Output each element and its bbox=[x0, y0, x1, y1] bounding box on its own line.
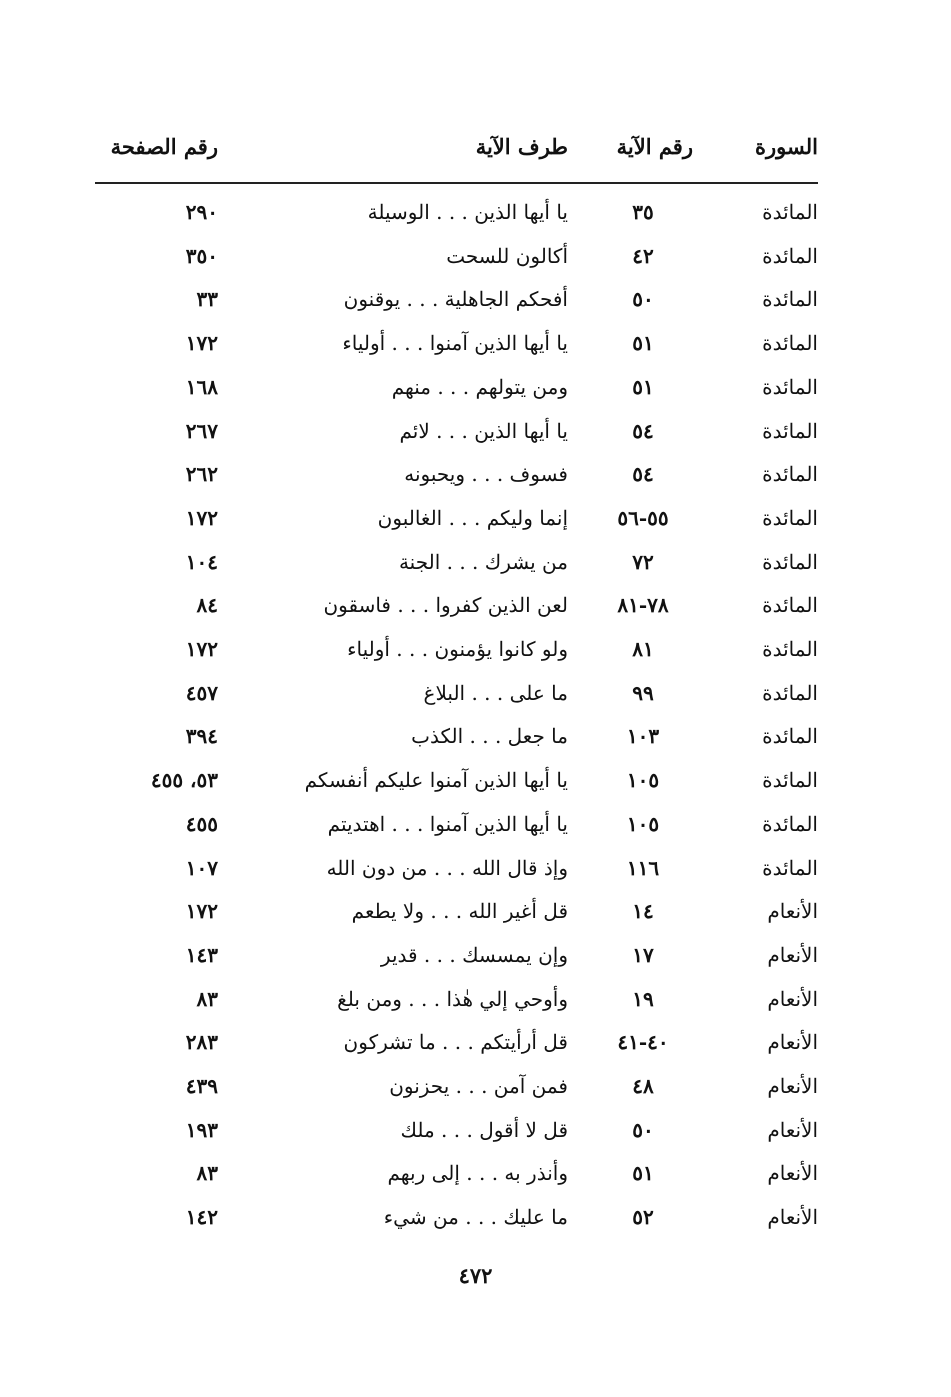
row-verse-opening: قل أرأيتكم . . . ما تشركون bbox=[343, 1030, 568, 1055]
table-row bbox=[95, 372, 818, 416]
row-verse-opening: يا أيها الذين آمنوا . . . أولياء bbox=[342, 331, 568, 356]
row-verse-opening: أكالون للسحت bbox=[446, 243, 568, 268]
row-surah: المائدة bbox=[762, 287, 818, 312]
row-surah: المائدة bbox=[762, 505, 818, 530]
row-surah: المائدة bbox=[762, 811, 818, 836]
row-verse-opening: وأوحي إلي هٰذا . . . ومن بلغ bbox=[337, 986, 568, 1011]
table-row bbox=[95, 590, 818, 634]
row-verse-number: ٩٩ bbox=[632, 680, 654, 705]
row-verse-opening: فسوف . . . ويحبونه bbox=[404, 462, 568, 487]
row-verse-opening: ما جعل . . . الكذب bbox=[411, 724, 568, 749]
row-verse-number: ١٠٥ bbox=[626, 768, 660, 793]
row-page-number: ٤٥٥ bbox=[185, 811, 218, 836]
row-page-number: ١٤٣ bbox=[185, 942, 218, 967]
row-page-number: ٨٤ bbox=[196, 593, 218, 618]
row-verse-number: ٧٨-٨١ bbox=[617, 593, 669, 618]
row-surah: المائدة bbox=[762, 768, 818, 793]
row-verse-number: ٥٤ bbox=[632, 418, 654, 443]
row-page-number: ١٠٧ bbox=[185, 855, 218, 880]
row-page-number: ٢٩٠ bbox=[185, 200, 218, 224]
header-verse-opening: طرف الآية bbox=[475, 134, 568, 159]
table-row bbox=[95, 459, 818, 503]
table-row bbox=[95, 853, 818, 897]
row-verse-number: ٥٠ bbox=[632, 1117, 654, 1142]
row-page-number: ٢٦٢ bbox=[185, 462, 218, 487]
index-table-body bbox=[95, 197, 818, 1247]
header-surah: السورة bbox=[755, 134, 818, 159]
row-verse-number: ٥٠ bbox=[632, 287, 654, 312]
row-page-number: ١٧٢ bbox=[185, 899, 218, 924]
table-row bbox=[95, 328, 818, 372]
table-row bbox=[95, 1158, 818, 1202]
row-surah: المائدة bbox=[762, 549, 818, 574]
row-page-number: ٨٣ bbox=[196, 1161, 218, 1186]
table-row bbox=[95, 284, 818, 328]
row-verse-number: ٣٥ bbox=[632, 200, 654, 224]
row-page-number: ١٤٢ bbox=[185, 1205, 218, 1230]
row-verse-opening: ومن يتولهم . . . منهم bbox=[391, 374, 568, 399]
row-page-number: ٨٣ bbox=[196, 986, 218, 1011]
row-surah: الأنعام bbox=[767, 986, 818, 1011]
row-verse-number: ٥١ bbox=[632, 374, 654, 399]
row-surah: الأنعام bbox=[767, 1117, 818, 1142]
row-page-number: ٣٩٤ bbox=[185, 724, 218, 749]
row-surah: الأنعام bbox=[767, 1074, 818, 1098]
header-divider bbox=[95, 182, 818, 184]
row-page-number: ٣٣ bbox=[196, 287, 218, 312]
table-row bbox=[95, 721, 818, 765]
row-surah: المائدة bbox=[762, 462, 818, 487]
row-surah: المائدة bbox=[762, 418, 818, 443]
table-row bbox=[95, 416, 818, 460]
row-verse-opening: يا أيها الذين . . . الوسيلة bbox=[367, 200, 568, 224]
table-row bbox=[95, 241, 818, 285]
row-page-number: ١٧٢ bbox=[185, 505, 218, 530]
row-surah: الأنعام bbox=[767, 1161, 818, 1186]
row-verse-number: ٥١ bbox=[632, 331, 654, 356]
table-row bbox=[95, 197, 818, 241]
table-header bbox=[95, 128, 818, 170]
table-row bbox=[95, 896, 818, 940]
row-page-number: ١٩٣ bbox=[185, 1117, 218, 1142]
table-row bbox=[95, 547, 818, 591]
row-page-number: ٢٦٧ bbox=[185, 418, 218, 443]
row-surah: الأنعام bbox=[767, 1030, 818, 1055]
header-verse-number: رقم الآية bbox=[616, 134, 693, 159]
row-verse-number: ١٤ bbox=[632, 899, 654, 924]
row-verse-opening: قل لا أقول . . . ملك bbox=[400, 1117, 568, 1142]
row-page-number: ٤٣٩ bbox=[185, 1074, 218, 1098]
row-verse-opening: قل أغير الله . . . ولا يطعم bbox=[351, 899, 568, 924]
page-number: ٤٧٢ bbox=[458, 1263, 493, 1288]
row-verse-opening: وإذ قال الله . . . من دون الله bbox=[326, 855, 568, 880]
row-verse-opening: وأنذر به . . . إلى ربهم bbox=[387, 1161, 568, 1186]
table-row bbox=[95, 678, 818, 722]
row-verse-opening: وإن يمسسك . . . قدير bbox=[380, 942, 568, 967]
row-page-number: ١٠٤ bbox=[185, 549, 218, 574]
table-row bbox=[95, 1202, 818, 1246]
row-verse-opening: لعن الذين كفروا . . . فاسقون bbox=[323, 593, 568, 618]
row-verse-opening: ما على . . . البلاغ bbox=[423, 680, 568, 705]
row-verse-opening: ولو كانوا يؤمنون . . . أولياء bbox=[347, 637, 568, 661]
row-verse-opening: أفحكم الجاهلية . . . يوقنون bbox=[343, 287, 568, 312]
row-surah: المائدة bbox=[762, 243, 818, 268]
row-verse-number: ٥٢ bbox=[632, 1205, 654, 1230]
row-verse-opening: فمن آمن . . . يحزنون bbox=[389, 1074, 568, 1098]
row-verse-number: ٥٤ bbox=[632, 462, 654, 487]
row-surah: المائدة bbox=[762, 593, 818, 618]
table-row bbox=[95, 1027, 818, 1071]
table-row bbox=[95, 809, 818, 853]
row-verse-number: ٤٨ bbox=[632, 1074, 654, 1098]
row-verse-number: ١١٦ bbox=[626, 855, 660, 880]
table-row bbox=[95, 634, 818, 678]
row-verse-number: ١٠٥ bbox=[626, 811, 660, 836]
row-surah: المائدة bbox=[762, 331, 818, 356]
row-verse-number: ٥٥-٥٦ bbox=[617, 505, 669, 530]
row-page-number: ٤٥٧ bbox=[185, 680, 218, 705]
row-surah: المائدة bbox=[762, 724, 818, 749]
table-row bbox=[95, 765, 818, 809]
row-verse-opening: يا أيها الذين آمنوا . . . اهتديتم bbox=[327, 811, 568, 836]
row-verse-opening: إنما وليكم . . . الغالبون bbox=[377, 505, 568, 530]
row-surah: المائدة bbox=[762, 374, 818, 399]
row-surah: المائدة bbox=[762, 680, 818, 705]
table-row bbox=[95, 1071, 818, 1115]
row-page-number: ٢٨٣ bbox=[185, 1030, 218, 1055]
row-page-number: ١٦٨ bbox=[185, 374, 218, 399]
row-verse-opening: ما عليك . . . من شيء bbox=[383, 1205, 568, 1230]
row-page-number: ٥٣، ٤٥٥ bbox=[150, 768, 218, 793]
row-surah: المائدة bbox=[762, 637, 818, 661]
row-surah: الأنعام bbox=[767, 899, 818, 924]
row-page-number: ١٧٢ bbox=[185, 637, 218, 661]
row-verse-number: ٨١ bbox=[632, 637, 654, 661]
row-verse-opening: يا أيها الذين . . . لائم bbox=[399, 418, 568, 443]
row-surah: المائدة bbox=[762, 855, 818, 880]
table-row bbox=[95, 503, 818, 547]
row-verse-opening: يا أيها الذين آمنوا عليكم أنفسكم bbox=[304, 768, 568, 793]
header-page-number: رقم الصفحة bbox=[110, 134, 218, 159]
row-page-number: ٣٥٠ bbox=[185, 243, 218, 268]
table-row bbox=[95, 984, 818, 1028]
row-surah: المائدة bbox=[762, 200, 818, 224]
row-verse-number: ٤٠-٤١ bbox=[617, 1030, 669, 1055]
row-verse-number: ٧٢ bbox=[632, 549, 654, 574]
row-surah: الأنعام bbox=[767, 942, 818, 967]
row-page-number: ١٧٢ bbox=[185, 331, 218, 356]
row-verse-number: ٤٢ bbox=[632, 243, 654, 268]
row-verse-number: ١٩ bbox=[632, 986, 654, 1011]
row-verse-number: ١٠٣ bbox=[626, 724, 660, 749]
table-row bbox=[95, 940, 818, 984]
row-verse-opening: من يشرك . . . الجنة bbox=[398, 549, 568, 574]
row-surah: الأنعام bbox=[767, 1205, 818, 1230]
table-row bbox=[95, 1115, 818, 1159]
row-verse-number: ٥١ bbox=[632, 1161, 654, 1186]
row-verse-number: ١٧ bbox=[632, 942, 654, 967]
